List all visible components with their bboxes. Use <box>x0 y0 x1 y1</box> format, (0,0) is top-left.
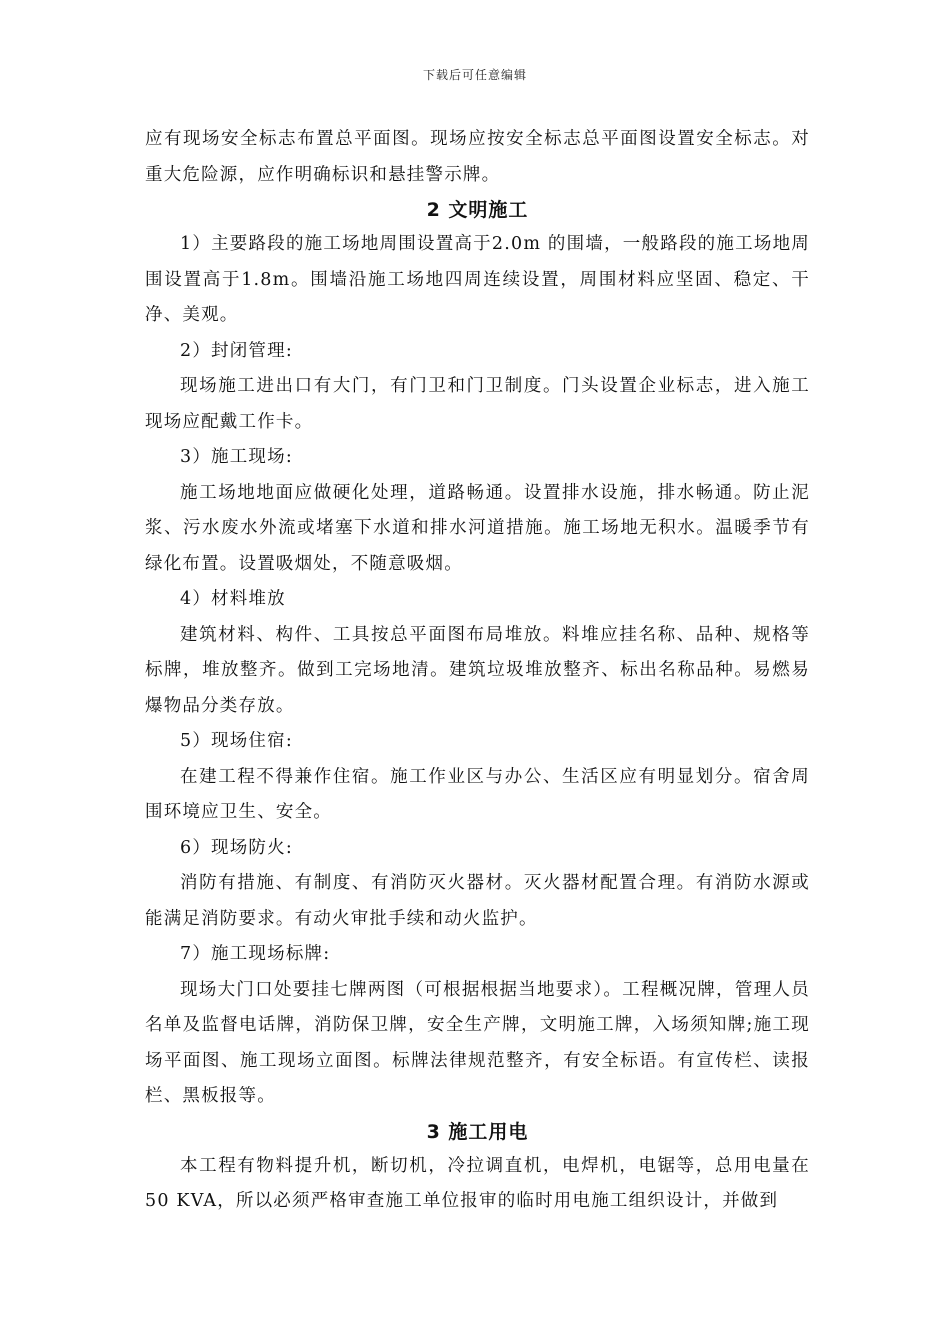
paragraph-fire-prevention: 消防有措施、有制度、有消防灭火器材。灭火器材配置合理。有消防水源或能满足消防要求。有动火审批手续和动火监护。 <box>145 873 810 929</box>
item-title-site-accommodation: 5）现场住宿: <box>180 731 293 751</box>
paragraph-construction-electricity: 本工程有物料提升机，断切机，冷拉调直机，电焊机，电锯等，总用电量在 50 KVA，所以必须严格审查施工单位报审的临时用电施工组织设计，并做到 <box>145 1155 810 1211</box>
item-title-material-stacking: 4）材料堆放 <box>180 589 286 609</box>
item-title-fire-prevention: 6）现场防火: <box>180 837 293 858</box>
paragraph-material-stacking: 建筑材料、构件、工具按总平面图布局堆放。料堆应挂名称、品种、规格等标牌，堆放整齐。做到工完场地清。建筑垃圾堆放整齐、标出名称品种。易燃易爆物品分类存放。 <box>145 624 810 716</box>
paragraph-closed-management: 现场施工进出口有大门，有门卫和门卫制度。门头设置企业标志，进入施工现场应配戴工作卡。 <box>145 376 810 432</box>
document-body <box>145 122 810 1220</box>
paragraph-safety-signs-continued: 应有现场安全标志布置总平面图。现场应按安全标志总平面图设置安全标志。对重大危险源，应作明确标识和悬挂警示牌。 <box>145 129 810 185</box>
paragraph-site-accommodation: 在建工程不得兼作住宿。施工作业区与办公、生活区应有明显划分。宿舍周围环境应卫生、安全。 <box>145 766 810 822</box>
header-note: 下载后可任意编辑 <box>422 68 527 82</box>
paragraph-fence: 1）主要路段的施工场地周围设置高于2.0m 的围墙，一般路段的施工场地周围设置高于1.8m。围墙沿施工场地四周连续设置，周围材料应坚固、稳定、干净、美观。 <box>145 234 810 325</box>
item-title-construction-site: 3）施工现场: <box>180 447 293 467</box>
section-heading-civilized-construction: 2 文明施工 <box>426 199 529 221</box>
section-heading-construction-electricity: 3 施工用电 <box>426 1120 529 1143</box>
paragraph-site-signboards: 现场大门口处要挂七牌两图（可根据根据当地要求）。工程概况牌，管理人员名单及监督电话牌，消防保卫牌，安全生产牌，文明施工牌，入场须知牌;施工现场平面图、施工现场立面图。标牌法律规范整齐，有安全标语。有宣传栏、读报栏、黑板报等。 <box>145 979 810 1106</box>
item-title-closed-management: 2）封闭管理: <box>180 340 293 361</box>
item-title-site-signboards: 7）施工现场标牌: <box>180 944 331 964</box>
paragraph-construction-site: 施工场地地面应做硬化处理，道路畅通。设置排水设施，排水畅通。防止泥浆、污水废水外流或堵塞下水道和排水河道措施。施工场地无积水。温暖季节有绿化布置。设置吸烟处，不随意吸烟。 <box>145 482 810 574</box>
